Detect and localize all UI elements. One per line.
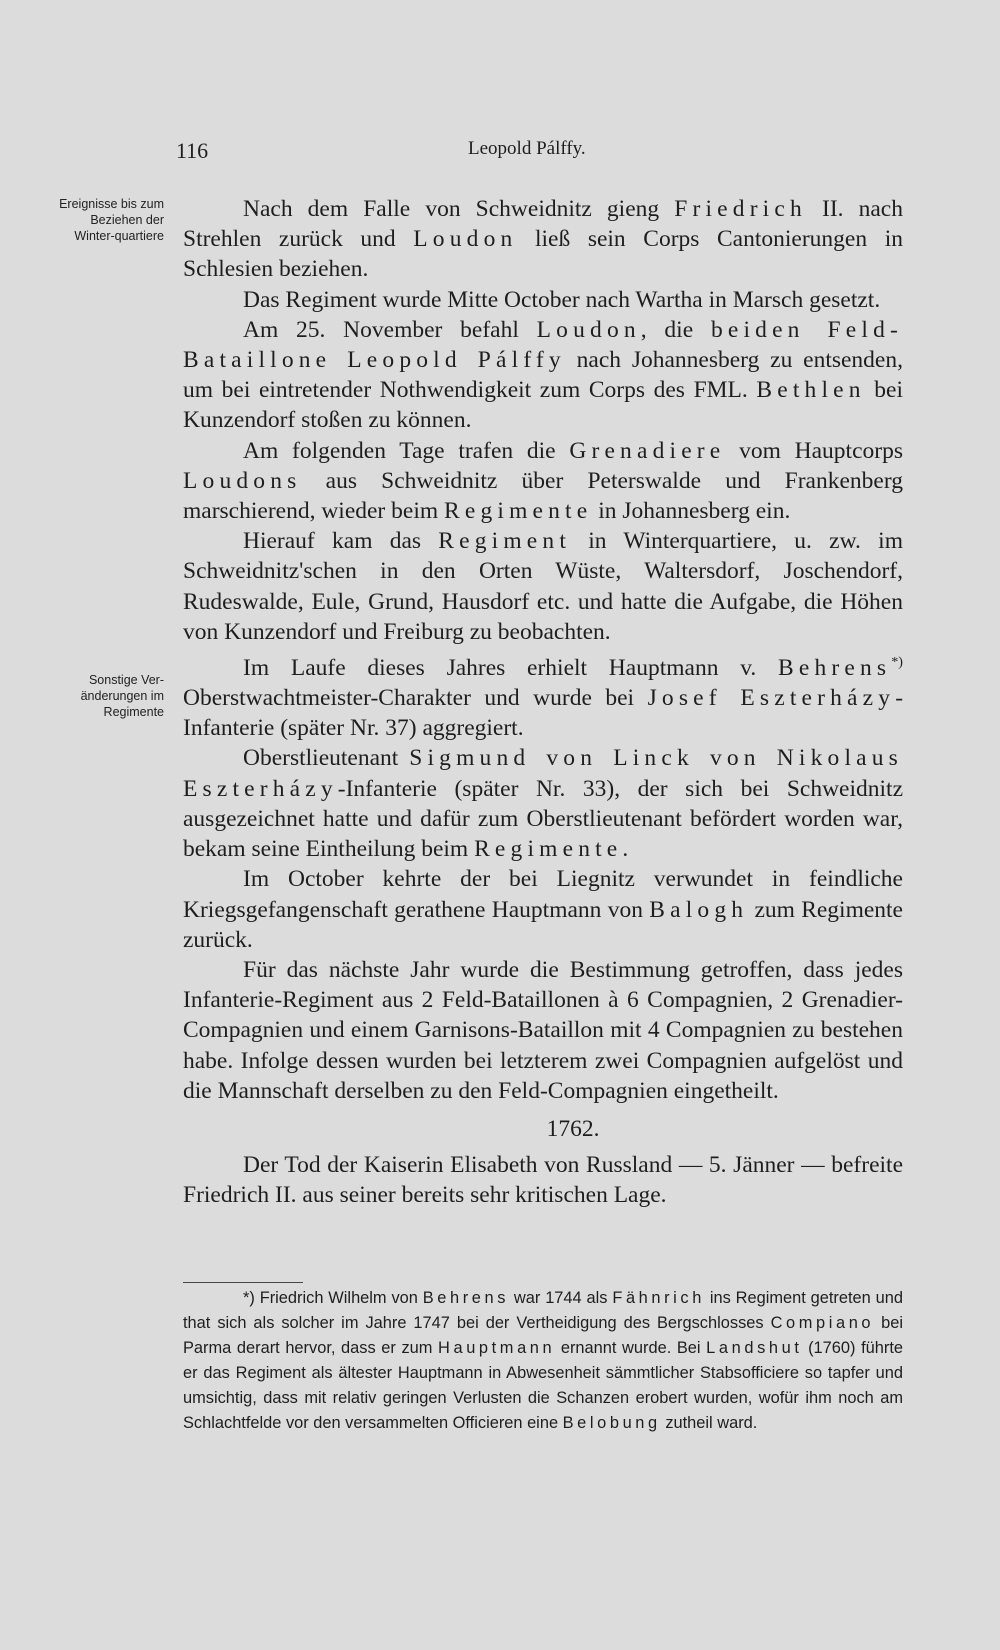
paragraph: Im Laufe dieses Jahres erhielt Hauptmann v. Behrens*) Oberstwachtmeister-Charakter und wurde bei Josef Eszterházy-Infanterie (später Nr. 37) aggregiert. — [183, 654, 904, 742]
page-number: 116 — [176, 138, 209, 163]
paragraph: Für das nächste Jahr wurde die Bestimmung getroffen, dass jedes Infanterie-Regiment aus 2 Feld-Bataillonen à 6 Compagnien, 2 Grenadier-Compagnien und einem Garnisons-Bataillon mit 4 Compagnien zu bestehen habe. Infolge dessen wurden bei letzterem zwei Compagnien aufgelöst und die Mannschaft derselben zu den Feld-Compagnien eingetheilt. — [183, 956, 903, 1104]
paragraph: Nach dem Falle von Schweidnitz gieng Friedrich II. nach Strehlen zurück und Loudon ließ sein Corps Cantonierungen in Schlesien beziehen. — [183, 196, 903, 283]
footnote-divider — [183, 1282, 303, 1283]
margin-note-winter-quarters: Ereignisse bis zum Beziehen der Winter-quartiere — [59, 197, 164, 243]
paragraph: Am folgenden Tage trafen die Grenadiere vom Hauptcorps Loudons aus Schweidnitz über Peterswalde und Frankenberg marschierend, wieder beim Regimente in Johannesberg ein. — [183, 437, 903, 525]
paragraph: Das Regiment wurde Mitte October nach Wartha in Marsch gesetzt. — [243, 286, 881, 313]
paragraph: Der Tod der Kaiserin Elisabeth von Russland — 5. Jänner — befreite Friedrich II. aus seiner bereits sehr kritischen Lage. — [183, 1152, 903, 1209]
paragraph: Oberstlieutenant Sigmund von Linck von Nikolaus Eszterházy-Infanterie (später Nr. 33), der sich bei Schweidnitz ausgezeichnet hatte und dafür zum Oberstlieutenant befördert worden war, bekam seine Eintheilung beim Regimente. — [183, 745, 903, 863]
footnote-marker: *) — [891, 654, 903, 671]
page-header — [176, 138, 904, 178]
margin-note-regiment-changes: Sonstige Ver-änderungen im Regimente — [80, 673, 164, 719]
running-title: Leopold Pálffy. — [468, 138, 586, 159]
footnote — [183, 1286, 903, 1436]
paragraph: Im October kehrte der bei Liegnitz verwundet in feindliche Kriegsgefangenschaft gerathene Hauptmann von Balogh zum Regimente zurück. — [183, 866, 903, 953]
paragraph: Hierauf kam das Regiment in Winterquartiere, u. zw. im Schweidnitz'schen in den Orten Wüste, Waltersdorf, Joschendorf, Rudeswalde, Eule, Grund, Hausdorf etc. und hatte die Aufgabe, die Höhen von Kunzendorf und Freiburg zu beobachten. — [183, 528, 903, 645]
year-heading: 1762. — [546, 1115, 600, 1142]
main-text — [183, 194, 903, 1211]
footnote-text: *) Friedrich Wilhelm von Behrens war 1744 als Fähnrich ins Regiment getreten und that sich als solcher im Jahre 1747 bei der Vertheidigung des Bergschlosses Compiano bei Parma derart hervor, dass er zum Hauptmann ernannt wurde. Bei Landshut (1760) führte er das Regiment als ältester Hauptmann in Abwesenheit sämmtlicher Stabsofficiere so tapfer und umsichtig, dass mit relativ geringen Verlusten die Schanzen erobert wurden, wofür ihm noch am Schlachtfelde vor den versammelten Officieren eine Belobung zutheil ward. — [183, 1289, 904, 1432]
paragraph: Am 25. November befahl Loudon, die beiden Feld-Bataillone Leopold Pálffy nach Johannesberg zu entsenden, um bei eintretender Nothwendigkeit zum Corps des FML. Bethlen bei Kunzendorf stoßen zu können. — [183, 316, 904, 434]
